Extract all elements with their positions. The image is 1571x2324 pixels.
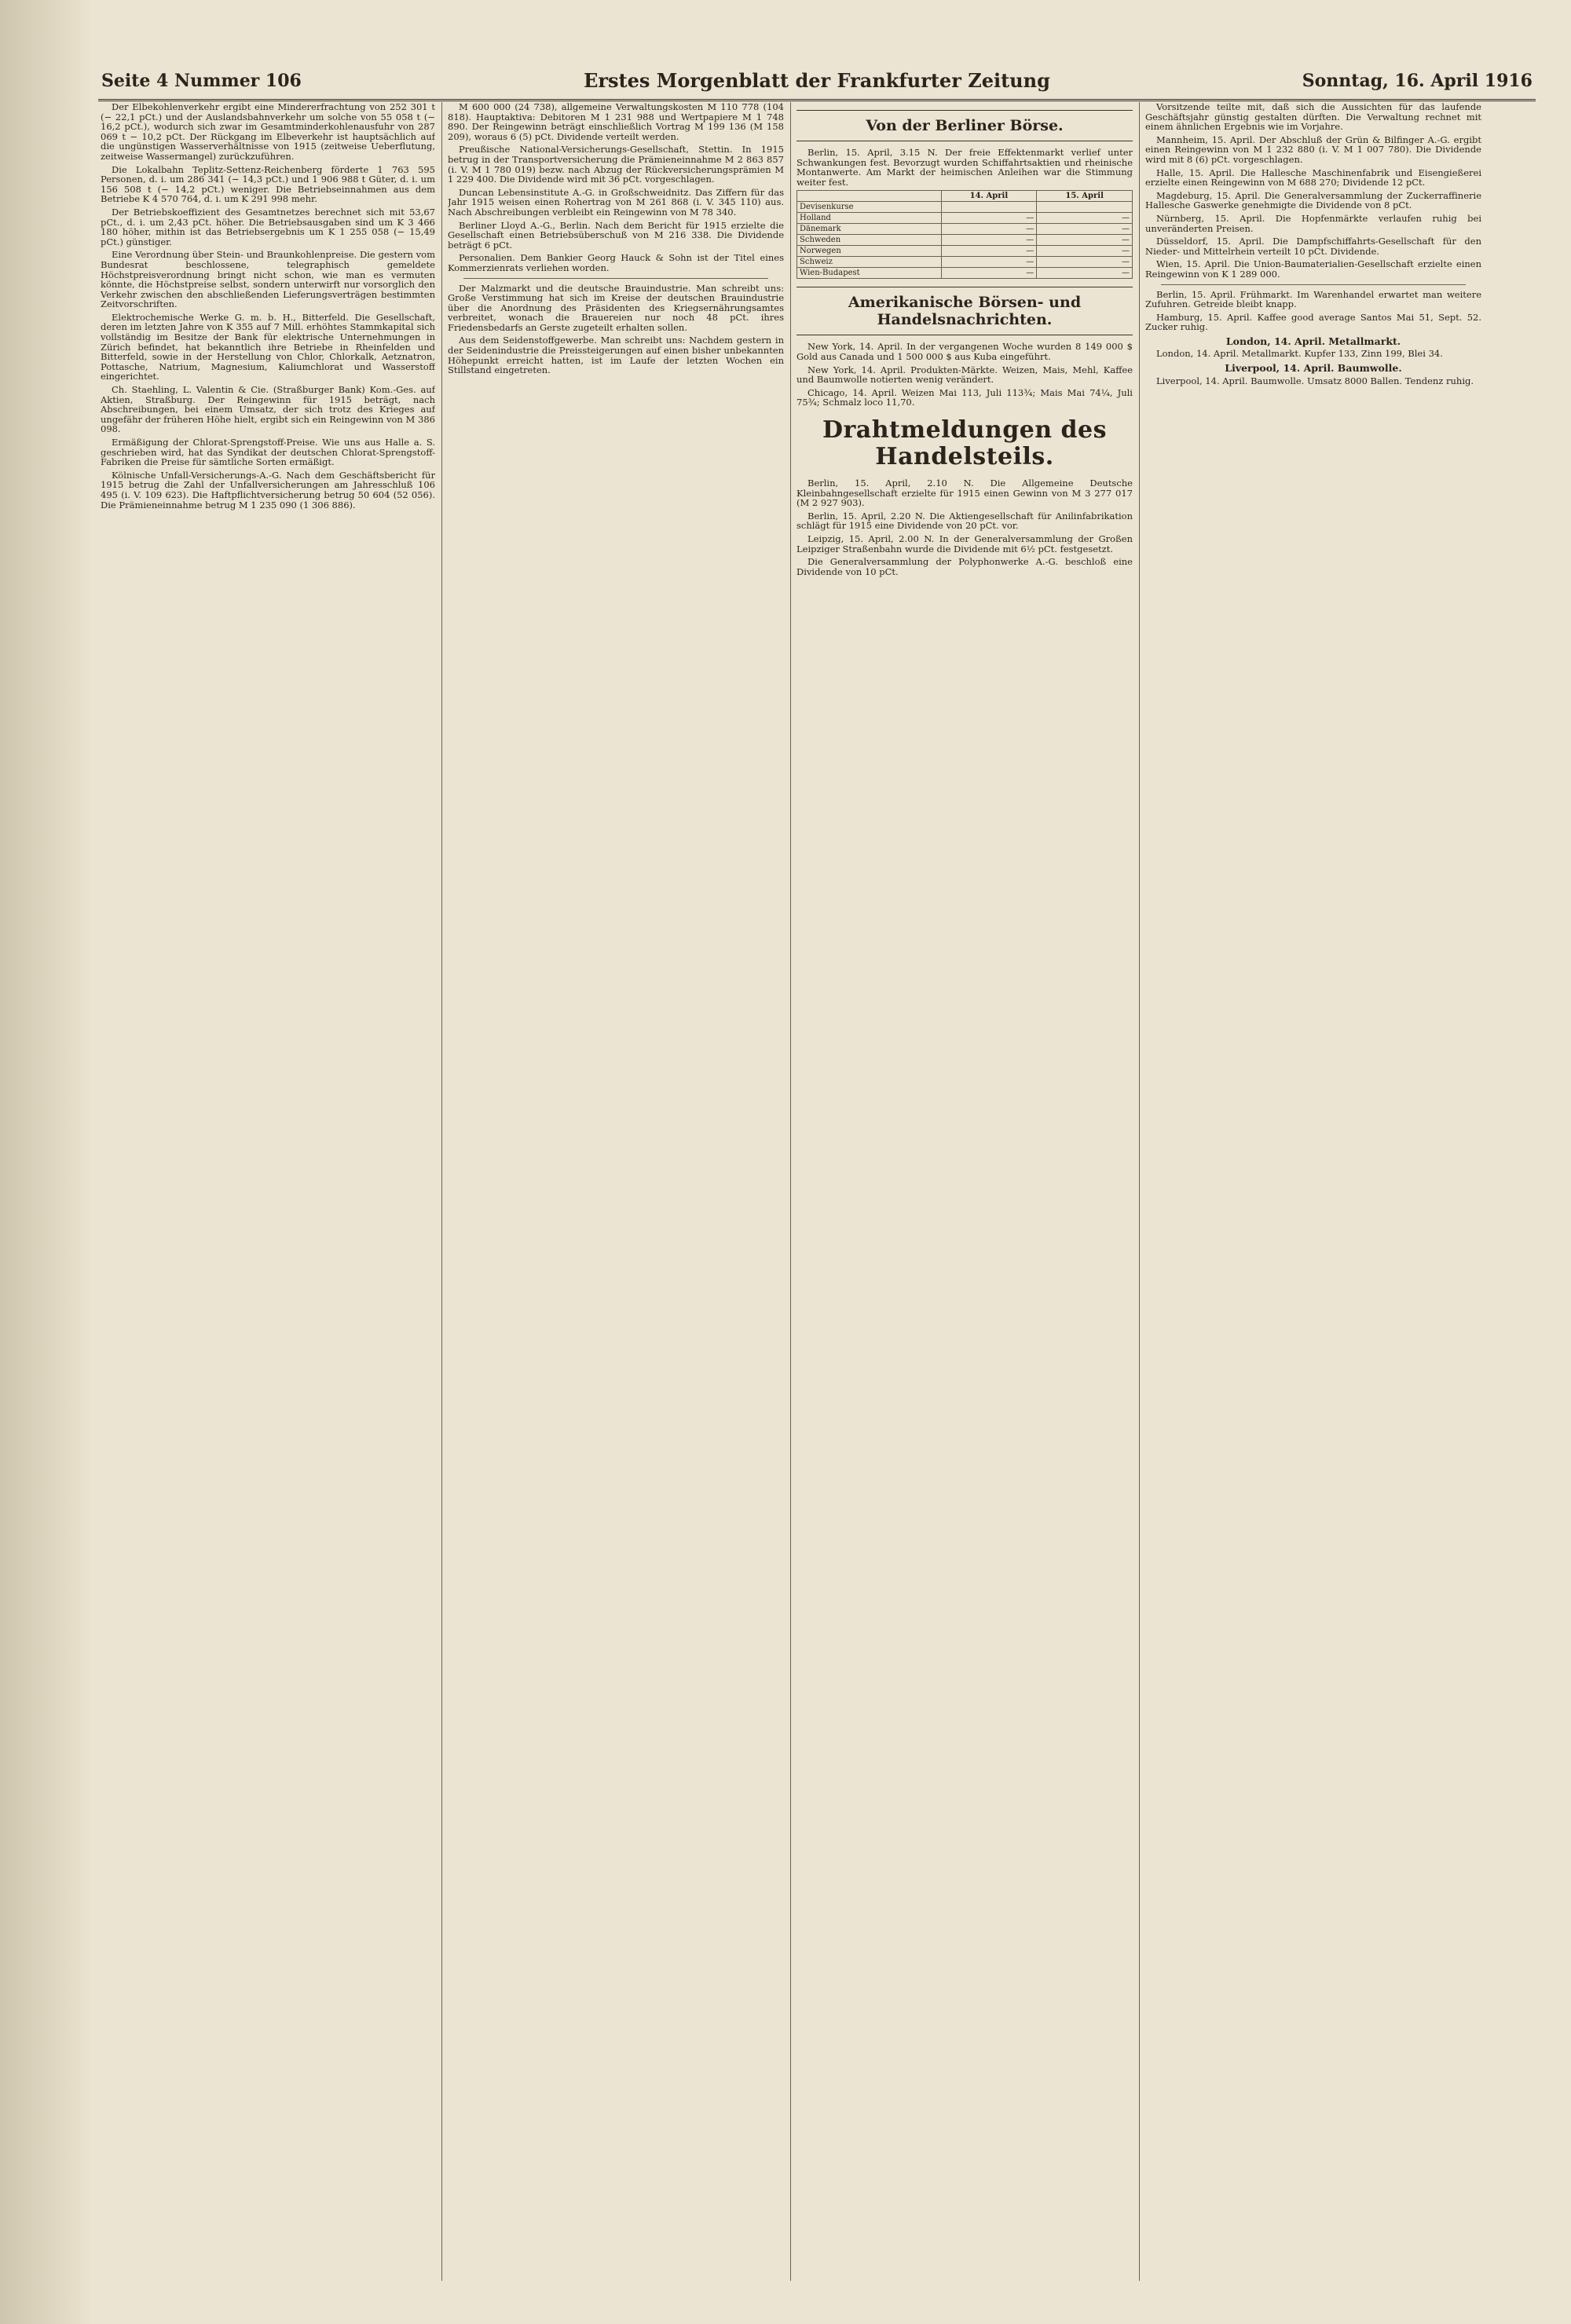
table-cell: — [941,257,1037,268]
section-heading-drahtmeldungen: Drahtmeldungen des Handelsteils. [822,415,1108,470]
table-cell: — [1037,224,1133,235]
table-cell: — [941,268,1037,279]
article-paragraph: New York, 14. April. Produkten-Märkte. Weizen, Mais, Mehl, Kaffee und Baumwolle notierten wenig verändert. [796,364,1133,386]
masthead [98,68,1536,101]
article-paragraph: Elektrochemische Werke G. m. b. H., Bitterfeld. Die Gesellschaft, deren im letzten Jahre von K 355 auf 7 Mill. erhöhtes Stammkapital sich vollständig im Besitze der Bank für elektrische Unternehmungen in Zürich befindet, hat bekanntlich ihre Betriebe in Rheinfelden und Bitterfeld, sowie in der Herstellung von Chlor, Chlorkalk, Aetznatron, Pottasche, Natrium, Magnesium, Kaliumchlorat und Wasserstoff eingerichtet. [101,311,435,382]
article-paragraph: Die Lokalbahn Teplitz-Settenz-Reichenberg förderte 1 763 595 Personen, d. i. um 286 341 (− 14,3 pCt.) und 1 906 988 t Güter, d. i. um 156 508 t (− 14,2 pCt.) weniger. Die Betriebseinnahmen aus dem Betriebe K 4 570 764, d. i. um K 291 998 mehr. [101,163,435,205]
article-paragraph: Leipzig, 15. April, 2.00 N. In der Generalversammlung der Großen Leipziger Straßenbahn wurde die Dividende mit 6½ pCt. festgesetzt. [796,533,1133,554]
table-cell: — [941,213,1037,224]
table-header-cell: 15. April [1037,191,1133,202]
article-paragraph: Ermäßigung der Chlorat-Sprengstoff-Preise. Wie uns aus Halle a. S. geschrieben wird, hat das Syndikat der deutschen Chlorat-Sprengstoff-Fabriken die Preise für sämtliche Sorten ermäßigt. [101,437,435,468]
article-paragraph: Chicago, 14. April. Weizen Mai 113, Juli 113¾; Mais Mai 74¼, Juli 75¾; Schmalz loco 11,70. [796,386,1133,408]
article-paragraph: Nürnberg, 15. April. Die Hopfenmärkte verlaufen ruhig bei unveränderten Preisen. [1145,212,1481,234]
article-paragraph: Berliner Lloyd A.-G., Berlin. Nach dem Bericht für 1915 erzielte die Gesellschaft einen Betriebsüberschuß von M 216 338. Die Dividende beträgt 6 pCt. [448,219,784,251]
page-edge-shadow [0,0,93,2324]
article-paragraph: Berlin, 15. April, 2.20 N. Die Aktiengesellschaft für Anilinfabrikation schlägt für 1915 eine Dividende von 20 pCt. vor. [796,510,1133,532]
article-paragraph: Düsseldorf, 15. April. Die Dampfschiffahrts-Gesellschaft für den Nieder- und Mittelrhein verteilt 10 pCt. Dividende. [1145,236,1481,257]
article-paragraph: Wien, 15. April. Die Union-Baumaterialien-Gesellschaft erzielte einen Reingewinn von K 1 289 000. [1145,258,1481,280]
issue-date: Sonntag, 16. April 1916 [1302,71,1533,91]
article-paragraph: Kölnische Unfall-Versicherungs-A.-G. Nach dem Geschäftsbericht für 1915 betrug die Zahl der Unfallversicherungen am Jahresschluß 106 495 (i. V. 109 623). Die Haftpflichtversicherung betrug 50 604 (52 056). Die Prämieneinnahme betrug M 1 235 090 (1 306 886). [101,469,435,511]
page-number: Seite 4 Nummer 106 [101,71,302,91]
column-2 [448,102,784,2281]
newspaper-title: Erstes Morgenblatt der Frankfurter Zeitung [584,69,1050,92]
table-cell: Schweiz [797,257,942,268]
table-cell: Dänemark [797,224,942,235]
table-row [797,224,1133,235]
column-3 [796,102,1133,2281]
table-cell: — [1037,268,1133,279]
table-header-cell [797,191,942,202]
metal-market-heading: London, 14. April. Metallmarkt. [1225,335,1401,347]
article-paragraph: Berlin, 15. April, 2.10 N. Die Allgemeine Deutsche Kleinbahngesellschaft erzielte für 1915 einen Gewinn von M 3 277 017 (M 2 927 903). [796,477,1133,509]
article-paragraph: London, 14. April. Metallmarkt. Kupfer 133, Zinn 199, Blei 34. [1156,348,1443,360]
article-paragraph: Aus dem Seidenstoffgewerbe. Man schreibt uns: Nachdem gestern in der Seidenindustrie die Preissteigerungen auf einen bisher unbekannten Höhepunkt erreicht hatten, ist im Laufe der letzten Wochen ein Stillstand eingetreten. [448,335,784,376]
table-row [797,213,1133,224]
table-cell: — [941,235,1037,246]
article-paragraph: Magdeburg, 15. April. Die Generalversammlung der Zuckerraffinerie Hallesche Gaswerke genehmigte die Dividende von 8 pCt. [1145,189,1481,211]
table-cell: — [941,246,1037,257]
table-row [797,257,1133,268]
article-paragraph: Ch. Staehling, L. Valentin & Cie. (Straßburger Bank) Kom.-Ges. auf Aktien, Straßburg. Der Reingewinn für 1915 beträgt, nach Abschreibungen, bei einem Umsatz, der sich trotz des Krieges auf ungefähr der früheren Höhe hielt, ergibt sich ein Reingewinn von M 386 098. [101,384,435,435]
table-row [797,246,1133,257]
article-paragraph: Der Betriebskoeffizient des Gesamtnetzes berechnet sich mit 53,67 pCt., d. i. um 2,43 pCt. höher. Die Betriebsausgaben sind um K 3 466 180 höher, mithin ist das Betriebsergebnis um K 1 255 058 (− 15,49 pCt.) günstiger. [101,206,435,247]
article-paragraph: Berlin, 15. April. Frühmarkt. Im Warenhandel erwartet man weitere Zufuhren. Getreide bleibt knapp. [1145,288,1481,310]
table-cell: — [1037,257,1133,268]
article-paragraph: Hamburg, 15. April. Kaffee good average Santos Mai 51, Sept. 52. Zucker ruhig. [1145,311,1481,333]
table-header-row [797,191,1133,202]
table-cell: — [1037,246,1133,257]
table-cell: Norwegen [797,246,942,257]
article-paragraph: Mannheim, 15. April. Der Abschluß der Grün & Bilfinger A.-G. ergibt einen Reingewinn von M 1 232 880 (i. V. M 1 007 780). Die Dividende wird mit 8 (6) pCt. vorgeschlagen. [1145,134,1481,165]
table-row [797,268,1133,279]
table-cell: Wien-Budapest [797,268,942,279]
table-cell: — [941,224,1037,235]
table-cell: — [1037,235,1133,246]
table-cell: Devisenkurse [797,202,942,213]
section-divider [1161,284,1466,285]
column-rule [441,102,442,2281]
table-row [797,202,1133,213]
article-paragraph: Berlin, 15. April, 3.15 N. Der freie Effektenmarkt verlief unter Schwankungen fest. Bevorzugt wurden Schiffahrtsaktien und rheinische Montanwerte. Am Markt der heimischen Anleihen war die Stimmung weiter fest. [796,147,1133,188]
column-1 [101,102,435,2281]
table-cell [941,202,1037,213]
exchange-rate-table [796,190,1133,279]
section-divider [463,278,768,279]
article-paragraph: Liverpool, 14. April. Baumwolle. Umsatz 8000 Ballen. Tendenz ruhig. [1156,375,1474,386]
article-paragraph: Die Generalversammlung der Polyphonwerke A.-G. beschloß eine Dividende von 10 pCt. [796,556,1133,577]
table-header-cell: 14. April [941,191,1037,202]
section-heading-berlin-boerse: Von der Berliner Börse. [796,110,1133,141]
article-paragraph: Der Elbekohlenverkehr ergibt eine Mindererfrachtung von 252 301 t (− 22,1 pCt.) und der Auslandsbahnverkehr um solche von 55 058 t (− 16,2 pCt.), wodurch sich zwar im Gesamtminderkohlenausfuhr von 287 069 t − 10,2 pCt. Der Rückgang im Elbeverkehr ist hauptsächlich auf die ungünstigen Wasserverhältnisse von 1915 (zeitweise Ueberflutung, zeitweise Wassermangel) zurückzuführen. [101,102,435,162]
table-cell: — [1037,213,1133,224]
article-paragraph: Preußische National-Versicherungs-Gesellschaft, Stettin. In 1915 betrug in der Transportversicherung die Prämieneinnahme M 2 863 857 (i. V. M 1 780 019) bezw. nach Abzug der Rückversicherungsprämien M 1 229 400. Die Dividende wird mit 36 pCt. vorgeschlagen. [448,144,784,185]
article-paragraph: M 600 000 (24 738), allgemeine Verwaltungskosten M 110 778 (104 818). Hauptaktiva: Debitoren M 1 231 988 und Wertpapiere M 1 748 890. Der Reingewinn beträgt einschließlich Vortrag M 199 136 (M 158 209), woraus 6 (5) pCt. Dividende verteilt werden. [448,102,784,142]
table-cell: Holland [797,213,942,224]
column-rule [1139,102,1140,2281]
table-cell: Schweden [797,235,942,246]
article-paragraph: Eine Verordnung über Stein- und Braunkohlenpreise. Die gestern vom Bundesrat beschlossene, telegraphisch gemeldete Höchstpreisverordnung bringt nicht schon, wie man es vermuten könnte, die Höchstpreise selbst, sondern unterwirft nur vorsorglich den Verkehr zwischen den abschließenden Lieferungsverträgen bestimmten Zeitvorschriften. [101,249,435,310]
cotton-market-heading: Liverpool, 14. April. Baumwolle. [1225,362,1402,375]
table-row [797,235,1133,246]
article-paragraph: Halle, 15. April. Die Hallesche Maschinenfabrik und Eisengießerei erzielte einen Reingewinn von M 688 270; Dividende 12 pCt. [1145,167,1481,188]
article-paragraph: Duncan Lebensinstitute A.-G. in Großschweidnitz. Das Ziffern für das Jahr 1915 weisen einen Rohertrag von M 261 868 (i. V. 345 110) aus. Nach Abschreibungen verbleibt ein Reingewinn von M 78 340. [448,186,784,218]
column-4 [1145,102,1481,2281]
table-cell [1037,202,1133,213]
section-heading-amerikanische-boersen: Amerikanische Börsen- und Handelsnachrichten. [796,287,1133,335]
column-rule [790,102,791,2281]
article-paragraph: Personalien. Dem Bankier Georg Hauck & Sohn ist der Titel eines Kommerzienrats verliehen worden. [448,252,784,273]
article-paragraph: Vorsitzende teilte mit, daß sich die Aussichten für das laufende Geschäftsjahr günstig gestalten dürften. Die Verwaltung rechnet mit einem ähnlichen Ergebnis wie im Vorjahre. [1145,102,1481,133]
article-paragraph: Der Malzmarkt und die deutsche Brauindustrie. Man schreibt uns: Große Verstimmung hat sich im Kreise der deutschen Brauindustrie über die Anordnung des Präsidenten des Kriegsernährungsamtes verbreitet, wonach die Brauereien nur noch 48 pCt. ihres Friedensbedarfs an Gerste zugeteilt erhalten sollen. [448,282,784,333]
article-paragraph: New York, 14. April. In der vergangenen Woche wurden 8 149 000 $ Gold aus Canada und 1 500 000 $ aus Kuba eingeführt. [796,341,1133,362]
